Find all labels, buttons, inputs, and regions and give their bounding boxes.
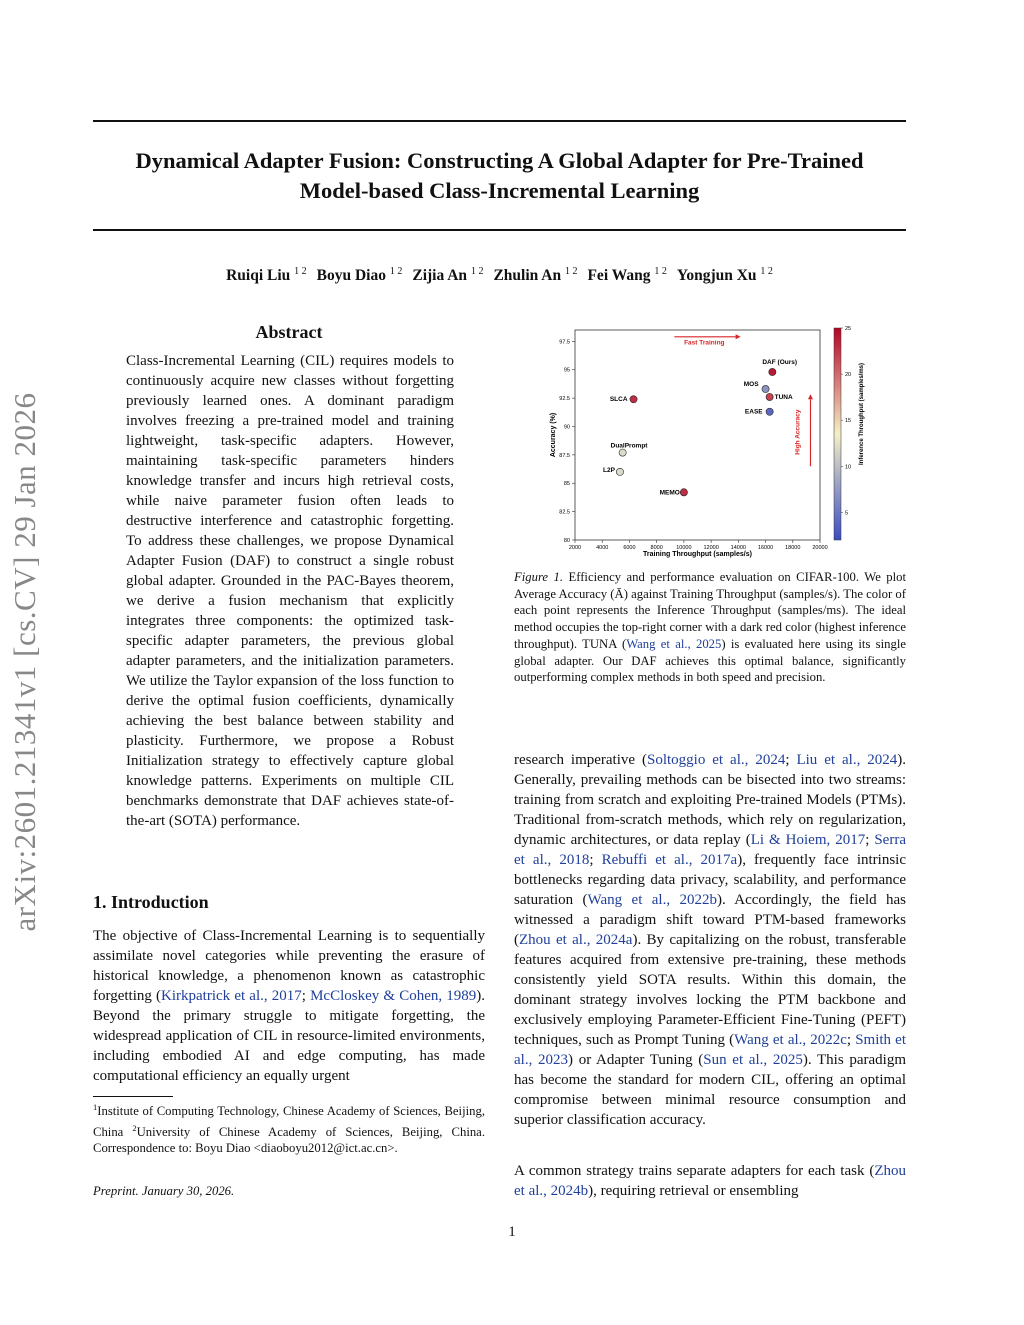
text-span: ), frequently face intrinsic bottlenecks regarding data privacy, scalability, and performance saturation ( [514,852,906,908]
author-affiliation-mark: 1 2 [654,266,667,277]
citation-link[interactable]: Wang et al., 2025 [626,636,722,651]
author-entry [493,267,577,284]
text-span: ). Accordingly, the field has witnessed a paradigm shift toward PTM-based frameworks ( [514,892,907,948]
title-line-2: Model-based Class-Incremental Learning [299,178,700,203]
x-tick-label: 18000 [785,545,801,551]
author-name: Zhulin An [493,267,562,285]
y-tick-label: 95 [563,367,570,374]
y-axis-label: Accuracy (%) [550,412,557,458]
colorbar-label: Inference Throughput (samples/ms) [859,362,865,466]
citation-link[interactable]: Zhou et al., 2024a [519,932,633,948]
title-bottom-rule [93,229,906,231]
x-tick-label: 12000 [703,545,719,551]
text-span: ; [301,988,311,1004]
arxiv-stamp: arXiv:2601.21341v1 [cs.CV] 29 Jan 2026 [7,392,42,932]
data-point [766,408,773,415]
x-tick-label: 8000 [650,545,663,551]
colorbar-tick-label: 10 [845,464,852,471]
data-point [762,385,769,392]
footnote-mark: 1 [93,1102,98,1112]
data-point [769,368,776,375]
text-span: Efficiency and performance evaluation on CIFAR-100. We plot Average Accuracy (Ā) against Training Throughput (samples/s). The color of each point represents the Inference Throughput (samples/ms). The ideal method occupies the top-right corner with a dark red color (highest inference throughput). TUNA ( [514,570,906,651]
author-name: Ruiqi Liu [226,267,291,285]
colorbar-tick-label: 25 [845,326,852,332]
author-affiliation-mark: 1 2 [389,266,403,277]
affiliation-footnote [93,1099,485,1157]
high-accuracy-arrowhead [808,394,813,399]
author-entry [226,267,307,284]
text-span: ; [589,852,602,868]
citation-link[interactable]: Wang et al., 2022c [734,1032,847,1048]
citation-link[interactable]: Sun et al., 2025 [703,1052,803,1068]
fast-training-label: Fast Training [684,339,725,347]
text-span: ). Generally, prevailing methods can be bisected into two streams: training from scratch and exploiting Pre-trained Models (PTMs). Traditional from-scratch methods, which rely on regularization, dynamic architectures, or data replay ( [514,752,907,848]
intro-paragraph [93,926,485,1086]
paper-title [93,146,906,206]
author-name: Zijia An [412,267,468,285]
high-accuracy-label: High Accuracy [794,409,802,455]
data-point [680,489,687,496]
author-name: Fei Wang [587,267,651,285]
text-span: ; [865,832,875,848]
data-point-label: MOS [743,381,759,389]
author-entry [587,267,666,284]
data-point [616,468,623,475]
text-span: ; [846,1032,856,1048]
text-span: A common strategy trains separate adapters for each task ( [514,1163,875,1179]
x-tick-label: 14000 [730,545,746,551]
author-entry [317,267,403,284]
x-tick-label: 10000 [676,545,692,551]
data-point-label: DAF (Ours) [762,359,798,366]
data-point-label: EASE [744,408,763,416]
fast-training-arrowhead [736,334,741,339]
author-affiliation-mark: 1 2 [470,266,484,277]
data-point-label: TUNA [774,393,793,401]
y-tick-label: 92.5 [559,396,570,403]
author-list [93,266,906,285]
y-tick-label: 90 [563,424,570,431]
x-tick-label: 16000 [757,545,774,551]
text-span: ). Beyond the primary struggle to mitigate forgetting, the widespread application of CIL in resource-limited environments, including embodied AI and edge computing, has made computational efficiency an equally urgent [93,988,486,1084]
intro-paragraph-right [514,750,906,1130]
footnote-mark: 2 [132,1122,137,1133]
intro-heading: 1. Introduction [93,892,209,912]
citation-link[interactable]: McCloskey & Cohen, 1989 [310,988,477,1004]
colorbar-tick-label: 20 [845,372,852,379]
text-span: ). By capitalizing on the robust, transferable features acquired from extensive pre-training, these methods consistently yield SOTA results. Within this domain, the dominant strategy involves locking the PTM backbone and exclusively employing Parameter-Efficient Fine-Tuning (PEFT) techniques, such as Prompt Tuning ( [514,932,906,1048]
abstract-heading: Abstract [255,322,323,342]
citation-link[interactable]: Rebuffi et al., 2017a [601,852,738,868]
author-affiliation-mark: 1 2 [294,266,307,277]
preprint-note: Preprint. January 30, 2026. [93,1184,235,1198]
citation-link[interactable]: Li & Hoiem, 2017 [750,832,866,848]
page-number: 1 [508,1224,516,1240]
title-line-1: Dynamical Adapter Fusion: Constructing A Global Adapter for Pre-Trained [135,148,864,173]
y-tick-label: 80 [563,538,570,544]
text-span: ; [785,752,797,768]
author-entry [677,267,773,284]
citation-link[interactable]: Liu et al., 2024 [796,752,898,768]
x-tick-label: 20000 [812,545,828,551]
text-span: research imperative ( [514,752,647,768]
y-tick-label: 82.5 [559,509,570,516]
citation-link[interactable]: Soltoggio et al., 2024 [646,752,786,768]
author-affiliation-mark: 1 2 [564,266,578,277]
citation-link[interactable]: Kirkpatrick et al., 2017 [161,988,302,1004]
x-tick-label: 2000 [568,545,582,551]
citation-link[interactable]: Smith et al., 2023 [514,1032,906,1068]
footnote-rule [93,1096,173,1097]
intro-paragraph-right-2 [514,1161,906,1201]
citation-link[interactable]: Wang et al., 2022b [587,892,717,908]
text-span: ). This paradigm has become the standard for modern CIL, offering an optimal compromise between minimal resource consumption and superior classification accuracy. [514,1052,906,1128]
text-span: Institute of Computing Technology, Chinese Academy of Sciences, Beijing, China [93,1104,485,1139]
text-span: University of Chinese Academy of Sciences, Beijing, China. Correspondence to: Boyu Diao <diaoboyu2012@ict.ac.cn>. [93,1124,485,1156]
data-point-label: MEMO [659,489,680,497]
data-point [766,393,773,400]
author-name: Yongjun Xu [676,267,757,285]
colorbar-tick-label: 5 [845,510,849,517]
abstract-body: Class-Incremental Learning (CIL) requires models to continuously acquire new classes without forgetting previously learned ones. A dominant paradigm involves freezing a pre-trained model and training lightweight, task-specific adapters. However, maintaining task-specific parameters hinders knowledge transfer and incurs high retrieval costs, while naive parameter fusion often leads to destructive interference and catastrophic forgetting. To address these challenges, we propose Dynamical Adapter Fusion (DAF) to construct a single robust global adapter. Grounded in the PAC-Bayes theorem, we derive a fusion mechanism that explicitly integrates three components: the optimized task-specific adapter parameters, the previous global adapter parameters, and the initialization parameters. We utilize the Taylor expansion of the loss function to derive the optimal fusion coefficients, dynamically achieving the best balance between stability and plasticity. Furthermore, we propose a Robust Initialization strategy to effectively capture global knowledge patterns. Experiments on multiple CIL benchmarks demonstrate that DAF achieves state-of-the-art (SOTA) performance. [126,353,454,829]
y-tick-label: 97.5 [559,339,570,346]
data-point [619,449,626,456]
data-point-label: DualPrompt [610,442,648,450]
text-span: The objective of Class-Incremental Learning is to sequentially assimilate novel categories while preventing the erasure of historical knowledge, a phenomenon known as catastrophic forgetting ( [93,928,485,1004]
x-axis-label: Training Throughput (samples/s) [643,551,752,558]
x-tick-label: 6000 [623,545,636,551]
author-entry [412,267,483,284]
text-span: ) is evaluated here using its single global adapter. Our DAF achieves this optimal balance, significantly outperforming complex methods in both speed and precision. [514,636,906,685]
data-point [630,396,637,403]
colorbar-tick-label: 15 [845,418,852,425]
text-span: ) or Adapter Tuning ( [568,1052,704,1068]
figure-1-caption [514,569,906,686]
title-top-rule [93,120,906,122]
author-name: Boyu Diao [316,267,386,285]
data-point-label: SLCA [609,396,628,404]
citation-link[interactable]: Zhou et al., 2024b [514,1163,906,1199]
author-affiliation-mark: 1 2 [760,266,773,277]
caption-label: Figure 1. [514,570,564,584]
figure-1-scatter-chart [545,318,875,558]
y-tick-label: 85 [563,481,570,488]
citation-link[interactable]: Serra et al., 2018 [514,832,906,868]
text-span: ), requiring retrieval or ensembling [588,1183,799,1199]
colorbar [834,328,841,540]
y-tick-label: 87.5 [559,452,570,459]
data-point-label: L2P [602,466,615,474]
x-tick-label: 4000 [596,545,609,551]
